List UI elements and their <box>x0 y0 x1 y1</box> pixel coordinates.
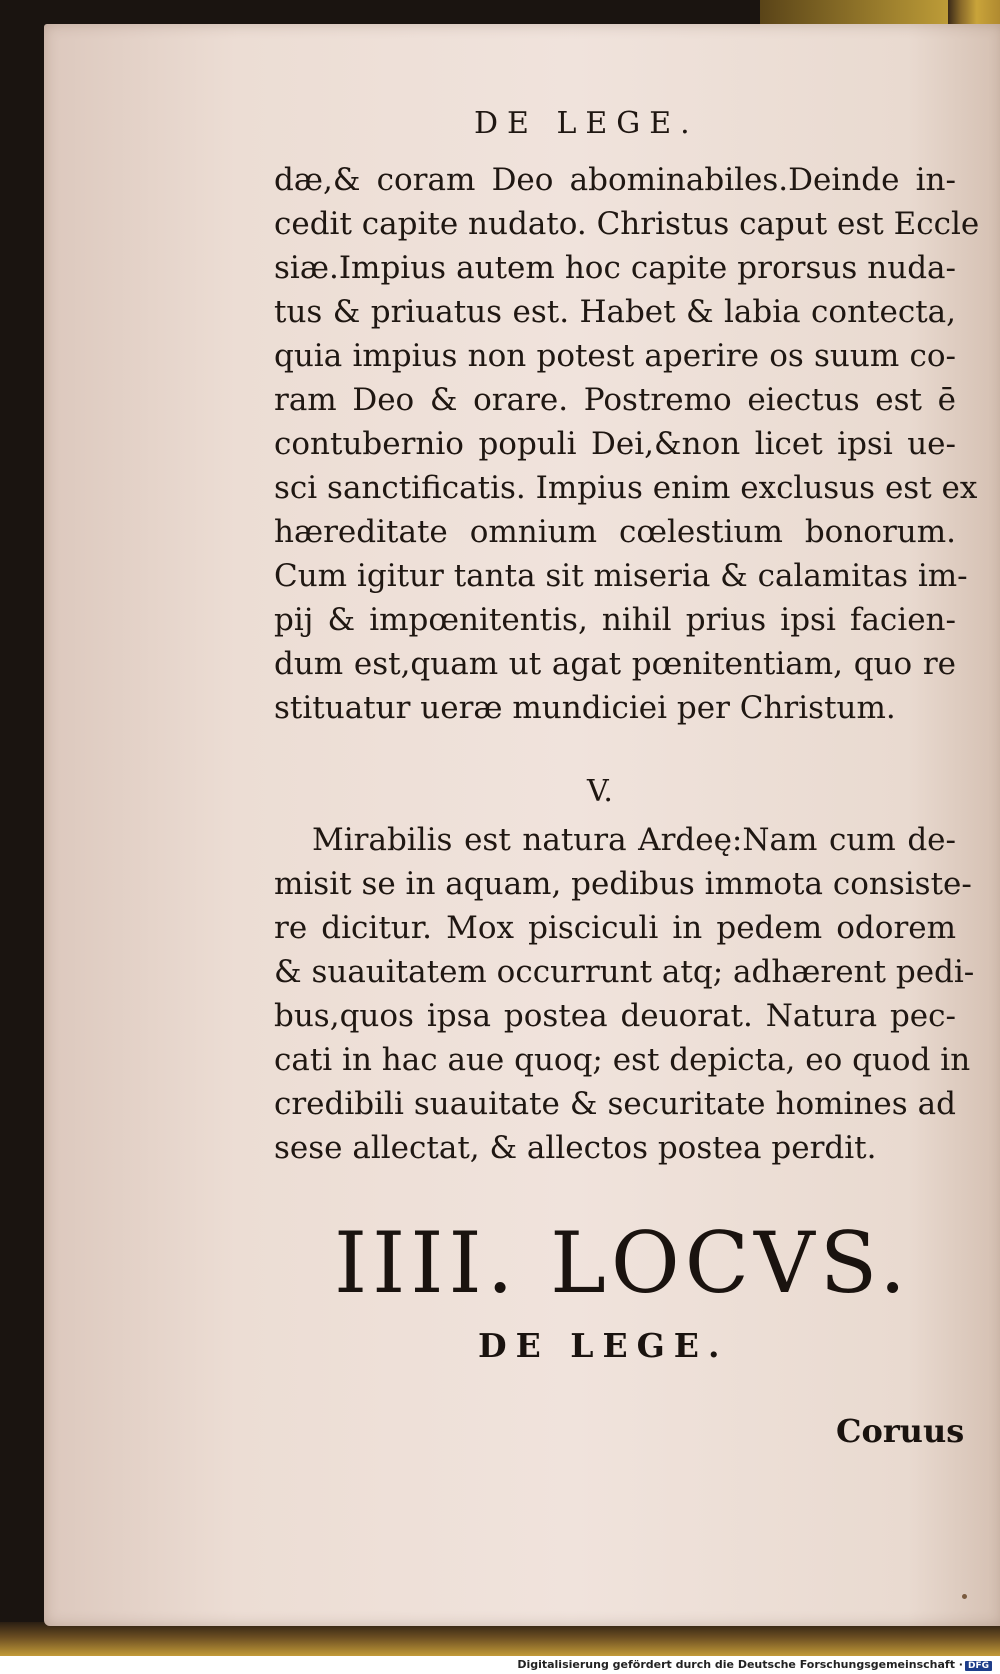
text-line: contubernio populi Dei,&non licet ipsi ue- <box>274 426 956 462</box>
text-line: Cum igitur tanta sit miseria & calamitas im- <box>274 558 968 594</box>
paper-speck <box>962 1594 967 1599</box>
locus-subtitle: DE LEGE. <box>478 1326 729 1365</box>
book-page <box>44 24 1000 1626</box>
text-line: & suauitatem occurrunt atq; adhærent pedi- <box>274 954 975 990</box>
text-line: siæ.Impius autem hoc capite prorsus nuda- <box>274 250 956 286</box>
text-line: ram Deo & orare. Postremo eiectus est ē <box>274 382 956 418</box>
section-number: V. <box>587 774 613 809</box>
text-line: dum est,quam ut agat pœnitentiam, quo re <box>274 646 956 682</box>
text-line: misit se in aquam, pedibus immota consiste- <box>274 866 972 902</box>
text-line: cedit capite nudato. Christus caput est Eccle <box>274 206 980 242</box>
text-line: cati in hac aue quoq; est depicta, eo quod in <box>274 1042 971 1078</box>
text-line: Mirabilis est natura Ardeę:Nam cum de- <box>312 822 956 858</box>
text-line: bus,quos ipsa postea deuorat. Natura pec- <box>274 998 956 1034</box>
text-line: stituatur ueræ mundiciei per Christum. <box>274 690 896 726</box>
digitization-credit <box>517 1658 992 1671</box>
text-line: re dicitur. Mox pisciculi in pedem odorem <box>274 910 956 946</box>
text-line: dæ,& coram Deo abominabiles.Deinde in- <box>274 162 956 198</box>
book-edge-bottom <box>0 1622 1000 1656</box>
text-line: pij & impœnitentis, nihil prius ipsi facien- <box>274 602 956 638</box>
text-line: tus & priuatus est. Habet & labia contecta, <box>274 294 956 330</box>
text-line: sese allectat, & allectos postea perdit. <box>274 1130 877 1166</box>
dfg-logo: DFG <box>965 1661 992 1671</box>
text-line: quia impius non potest aperire os suum co- <box>274 338 956 374</box>
locus-title: IIII. LOCVS. <box>334 1214 911 1312</box>
catchword: Coruus <box>836 1412 965 1450</box>
credit-text: Digitalisierung gefördert durch die Deutsche Forschungsgemeinschaft · <box>517 1658 963 1671</box>
text-line: credibili suauitate & securitate homines ad <box>274 1086 956 1122</box>
text-line: hæreditate omnium cœlestium bonorum. <box>274 514 956 550</box>
running-head: DE LEGE. <box>474 106 699 141</box>
text-line: sci sanctificatis. Impius enim exclusus est ex <box>274 470 978 506</box>
